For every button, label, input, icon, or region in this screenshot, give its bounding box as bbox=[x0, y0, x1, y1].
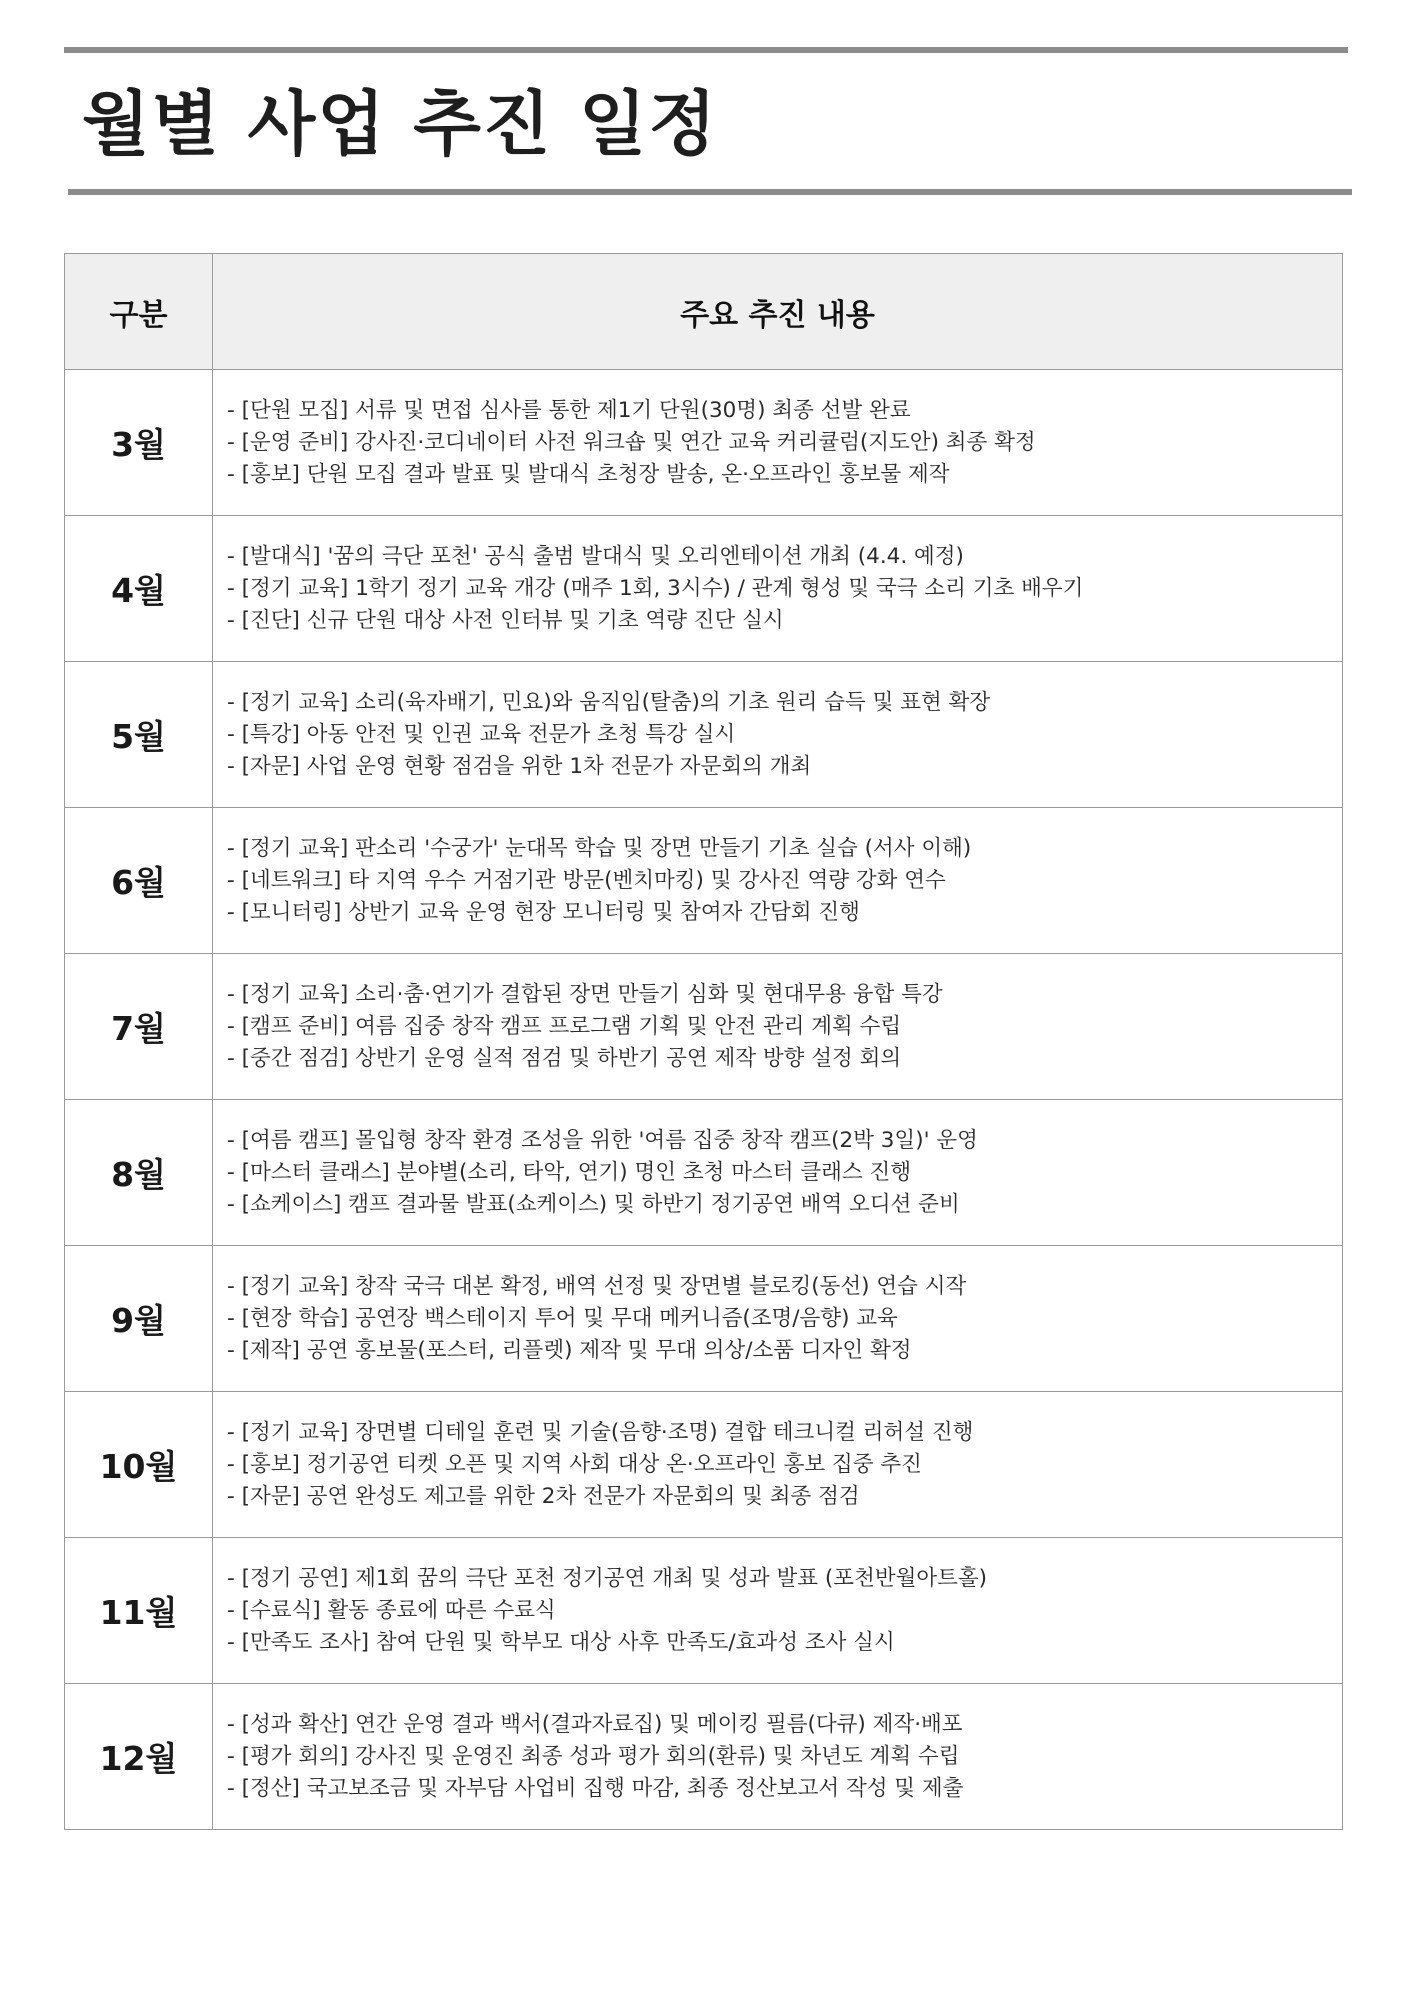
content-cell bbox=[213, 516, 1343, 662]
content-cell bbox=[213, 1246, 1343, 1392]
table-row bbox=[65, 954, 1343, 1100]
schedule-item: - [자문] 사업 운영 현황 점검을 위한 1차 전문가 자문회의 개최 bbox=[227, 753, 812, 779]
schedule-item: - [현장 학습] 공연장 백스테이지 투어 및 무대 메커니즘(조명/음향) 교육 bbox=[227, 1305, 898, 1331]
schedule-item: - [정기 교육] 판소리 '수궁가' 눈대목 학습 및 장면 만들기 기초 실습 (서사 이해) bbox=[227, 835, 972, 861]
table-row bbox=[65, 662, 1343, 808]
table-row bbox=[65, 1538, 1343, 1684]
schedule-item: - [홍보] 단원 모집 결과 발표 및 발대식 초청장 발송, 온·오프라인 홍보물 제작 bbox=[227, 461, 950, 487]
table-body bbox=[65, 370, 1343, 1830]
month-cell: 3월 bbox=[65, 370, 213, 516]
content-cell bbox=[213, 954, 1343, 1100]
schedule-item: - [제작] 공연 홍보물(포스터, 리플렛) 제작 및 무대 의상/소품 디자인 확정 bbox=[227, 1337, 912, 1363]
schedule-item: - [정기 교육] 창작 국극 대본 확정, 배역 선정 및 장면별 블로킹(동선) 연습 시작 bbox=[227, 1273, 967, 1299]
schedule-item: - [만족도 조사] 참여 단원 및 학부모 대상 사후 만족도/효과성 조사 실시 bbox=[227, 1629, 895, 1655]
month-cell: 10월 bbox=[65, 1392, 213, 1538]
schedule-item: - [여름 캠프] 몰입형 창작 환경 조성을 위한 '여름 집중 창작 캠프(2박 3일)' 운영 bbox=[227, 1127, 978, 1153]
schedule-item: - [진단] 신규 단원 대상 사전 인터뷰 및 기초 역량 진단 실시 bbox=[227, 607, 784, 633]
table-row bbox=[65, 1100, 1343, 1246]
schedule-item: - [정기 공연] 제1회 꿈의 극단 포천 정기공연 개최 및 성과 발표 (포천반월아트홀) bbox=[227, 1565, 988, 1591]
schedule-item: - [운영 준비] 강사진·코디네이터 사전 워크숍 및 연간 교육 커리큘럼(지도안) 최종 확정 bbox=[227, 429, 1036, 455]
table-row bbox=[65, 516, 1343, 662]
month-cell: 6월 bbox=[65, 808, 213, 954]
schedule-item: - [네트워크] 타 지역 우수 거점기관 방문(벤치마킹) 및 강사진 역량 강화 연수 bbox=[227, 867, 946, 893]
schedule-item: - [정기 교육] 소리·춤·연기가 결합된 장면 만들기 심화 및 현대무용 융합 특강 bbox=[227, 981, 943, 1007]
header-content: 주요 추진 내용 bbox=[213, 254, 1343, 370]
schedule-item: - [평가 회의] 강사진 및 운영진 최종 성과 평가 회의(환류) 및 차년도 계획 수립 bbox=[227, 1743, 960, 1769]
schedule-item: - [정기 교육] 소리(육자배기, 민요)와 움직임(탈춤)의 기초 원리 습득 및 표현 확장 bbox=[227, 689, 991, 715]
content-cell bbox=[213, 1100, 1343, 1246]
header-category: 구분 bbox=[65, 254, 213, 370]
schedule-item: - [특강] 아동 안전 및 인권 교육 전문가 초청 특강 실시 bbox=[227, 721, 736, 747]
month-cell: 11월 bbox=[65, 1538, 213, 1684]
schedule-item: - [중간 점검] 상반기 운영 실적 점검 및 하반기 공연 제작 방향 설정 회의 bbox=[227, 1045, 902, 1071]
month-cell: 12월 bbox=[65, 1684, 213, 1830]
title-underline-divider bbox=[68, 189, 1352, 195]
content-cell bbox=[213, 662, 1343, 808]
schedule-item: - [단원 모집] 서류 및 면접 심사를 통한 제1기 단원(30명) 최종 선발 완료 bbox=[227, 397, 911, 423]
month-cell: 9월 bbox=[65, 1246, 213, 1392]
table-row bbox=[65, 1246, 1343, 1392]
month-cell: 5월 bbox=[65, 662, 213, 808]
table-row bbox=[65, 808, 1343, 954]
schedule-item: - [쇼케이스] 캠프 결과물 발표(쇼케이스) 및 하반기 정기공연 배역 오디션 준비 bbox=[227, 1191, 960, 1217]
schedule-item: - [수료식] 활동 종료에 따른 수료식 bbox=[227, 1597, 556, 1623]
schedule-item: - [홍보] 정기공연 티켓 오픈 및 지역 사회 대상 온·오프라인 홍보 집중 추진 bbox=[227, 1451, 922, 1477]
content-cell bbox=[213, 1684, 1343, 1830]
table-row bbox=[65, 1392, 1343, 1538]
content-cell bbox=[213, 370, 1343, 516]
schedule-item: - [정산] 국고보조금 및 자부담 사업비 집행 마감, 최종 정산보고서 작성 및 제출 bbox=[227, 1775, 964, 1801]
table-row bbox=[65, 370, 1343, 516]
month-cell: 7월 bbox=[65, 954, 213, 1100]
table-header bbox=[65, 254, 1343, 370]
content-cell bbox=[213, 1538, 1343, 1684]
schedule-item: - [정기 교육] 장면별 디테일 훈련 및 기술(음향·조명) 결합 테크니컬 리허설 진행 bbox=[227, 1419, 974, 1445]
monthly-schedule-table bbox=[64, 253, 1343, 1830]
top-divider bbox=[64, 47, 1348, 53]
schedule-item: - [발대식] '꿈의 극단 포천' 공식 출범 발대식 및 오리엔테이션 개최 (4.4. 예정) bbox=[227, 543, 964, 569]
month-cell: 8월 bbox=[65, 1100, 213, 1246]
schedule-item: - [마스터 클래스] 분야별(소리, 타악, 연기) 명인 초청 마스터 클래스 진행 bbox=[227, 1159, 912, 1185]
month-cell: 4월 bbox=[65, 516, 213, 662]
content-cell bbox=[213, 808, 1343, 954]
schedule-item: - [성과 확산] 연간 운영 결과 백서(결과자료집) 및 메이킹 필름(다큐) 제작·배포 bbox=[227, 1711, 963, 1737]
table-row bbox=[65, 1684, 1343, 1830]
schedule-item: - [자문] 공연 완성도 제고를 위한 2차 전문가 자문회의 및 최종 점검 bbox=[227, 1483, 860, 1509]
schedule-item: - [캠프 준비] 여름 집중 창작 캠프 프로그램 기획 및 안전 관리 계획 수립 bbox=[227, 1013, 902, 1039]
schedule-item: - [모니터링] 상반기 교육 운영 현장 모니터링 및 참여자 간담회 진행 bbox=[227, 899, 860, 925]
schedule-item: - [정기 교육] 1학기 정기 교육 개강 (매주 1회, 3시수) / 관계 형성 및 국극 소리 기초 배우기 bbox=[227, 575, 1084, 601]
page-title: 월별 사업 추진 일정 bbox=[82, 83, 719, 165]
content-cell bbox=[213, 1392, 1343, 1538]
header-row bbox=[65, 254, 1343, 370]
